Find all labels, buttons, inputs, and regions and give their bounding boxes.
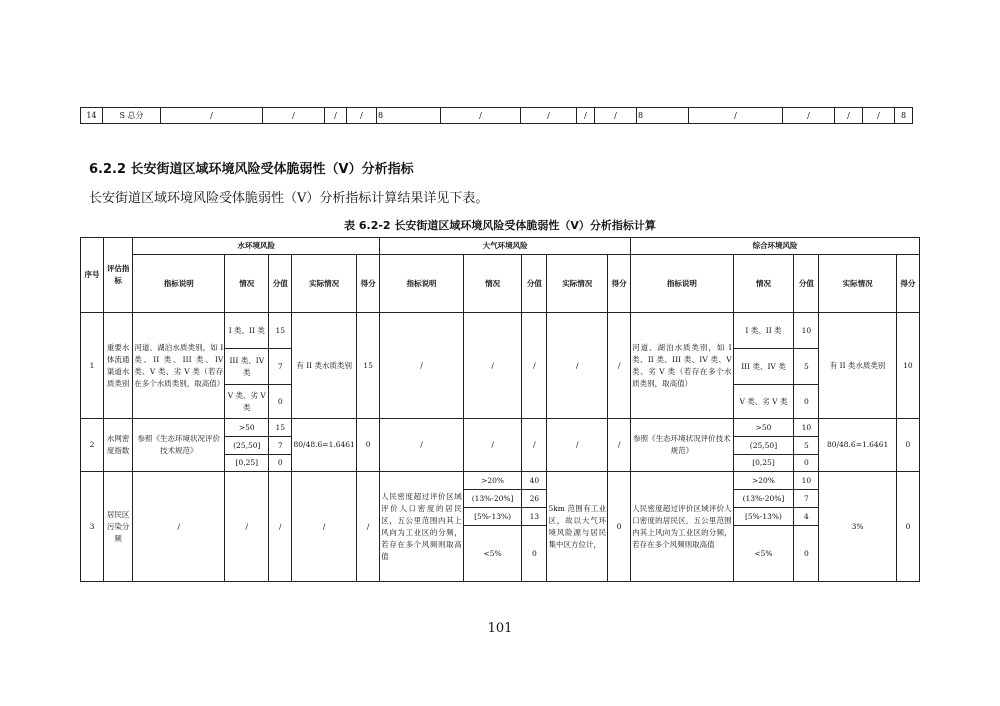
water-score: 0 [269,455,292,472]
header-water-actual: 实际情况 [292,255,357,313]
comb-situation: I 类、II 类 [733,313,794,349]
air-actual: 5km 范围有工业区，故以大气环境风险源与居民集中区方位计， [547,472,608,582]
table-row [81,419,920,437]
header-air-score: 分值 [522,255,547,313]
water-actual: 80/48.6=1.6461 [292,419,357,472]
air-desc: / [380,419,464,472]
air-score: 13 [522,508,547,526]
header-water-desc: 指标说明 [133,255,225,313]
row-seq: 1 [81,313,104,419]
header-combined-risk: 综合环境风险 [631,238,920,255]
table-caption: 表 6.2-2 长安街道区域环境风险受体脆弱性（V）分析指标计算 [344,219,656,232]
comb-situation: III 类、IV 类 [733,349,794,385]
air-desc: 人民密度超过评价区域评价人口密度的居民区，五公里范围内其上风向为工业区的分频，若存在多个风频则取高值 [380,472,464,582]
comb-got: 10 [896,313,919,419]
header-water-score: 分值 [269,255,292,313]
total-cell: 14 [81,108,103,124]
comb-desc: 人民密度超过评价区域评价人口密度的居民区，五公里范围内其上风向为工业区的分频，若存在多个风频则取高值 [631,472,734,582]
air-got: 0 [608,472,631,582]
header-water-situation: 情况 [225,255,269,313]
header-air-situation: 情况 [463,255,522,313]
table-row [81,313,920,349]
air-situation: [5%-13%) [463,508,522,526]
air-score: / [522,313,547,419]
comb-actual: 3% [819,472,896,582]
header-water-risk: 水环境风险 [133,238,380,255]
table-row [81,472,920,490]
total-cell: 8 [377,108,441,124]
header-seq: 序号 [81,238,104,313]
header-indicator: 评估指标 [104,238,133,313]
comb-got: 0 [896,419,919,472]
comb-situation: [0,25] [733,455,794,472]
comb-situation: >50 [733,419,794,437]
header-air-risk: 大气环境风险 [380,238,631,255]
total-cell: / [263,108,325,124]
header-comb-desc: 指标说明 [631,255,734,313]
intro-paragraph: 长安街道区域环境风险受体脆弱性（V）分析指标计算结果详见下表。 [89,191,489,206]
header-air-desc: 指标说明 [380,255,464,313]
comb-desc: 河道、湖泊水质类别，如 I 类、II 类、III 类、IV 类、V 类、劣 V 类（若存在多个水质类别，取高值） [631,313,734,419]
header-row-group [81,238,920,255]
comb-situation: <5% [733,526,794,582]
air-situation: >20% [463,472,522,490]
row-indicator: 水网密度指数 [104,419,133,472]
total-row [81,108,913,124]
air-situation: / [463,419,522,472]
comb-score: 0 [794,526,819,582]
water-situation: (25,50] [225,437,269,455]
row-seq: 2 [81,419,104,472]
water-got: 0 [357,419,380,472]
water-actual: 有 II 类水质类别 [292,313,357,419]
header-comb-situation: 情况 [733,255,794,313]
water-situation: V 类、劣 V 类 [225,385,269,419]
header-comb-got: 得分 [896,255,919,313]
total-cell: / [325,108,347,124]
total-cell: / [783,108,835,124]
air-situation: (13%-20%] [463,490,522,508]
comb-score: 10 [794,313,819,349]
total-cell: / [577,108,595,124]
comb-situation: [5%-13%) [733,508,794,526]
water-situation: I 类、II 类 [225,313,269,349]
air-situation: <5% [463,526,522,582]
header-comb-actual: 实际情况 [819,255,896,313]
comb-score: 5 [794,437,819,455]
total-cell: / [863,108,895,124]
comb-situation: V 类、劣 V 类 [733,385,794,419]
water-situation: >50 [225,419,269,437]
comb-actual: 80/48.6=1.6461 [819,419,896,472]
comb-situation: >20% [733,472,794,490]
water-desc: / [133,472,225,582]
air-score: 0 [522,526,547,582]
row-indicator: 重要水体流通渠道水质类别 [104,313,133,419]
water-situation: / [225,472,269,582]
water-got: 15 [357,313,380,419]
header-air-got: 得分 [608,255,631,313]
water-score: 7 [269,437,292,455]
comb-desc: 参照《生态环境状况评价技术规范》 [631,419,734,472]
total-cell: S 总分 [103,108,161,124]
total-cell: 8 [637,108,689,124]
comb-score: 7 [794,490,819,508]
water-got: / [357,472,380,582]
comb-situation: (25,50] [733,437,794,455]
comb-score: 0 [794,385,819,419]
comb-actual: 有 II 类水质类别 [819,313,896,419]
comb-score: 0 [794,455,819,472]
total-cell: / [521,108,577,124]
water-situation: [0,25] [225,455,269,472]
comb-score: 5 [794,349,819,385]
total-cell: 8 [895,108,913,124]
total-cell: / [347,108,377,124]
water-score: / [269,472,292,582]
air-actual: / [547,313,608,419]
row-seq: 3 [81,472,104,582]
previous-table-total-row [80,107,913,124]
total-cell: / [689,108,783,124]
comb-score: 10 [794,472,819,490]
water-score: 15 [269,419,292,437]
header-air-actual: 实际情况 [547,255,608,313]
water-desc: 参照《生态环境状况评价技术规范》 [133,419,225,472]
row-indicator: 居民区污染分频 [104,472,133,582]
section-heading: 6.2.2 长安街道区域环境风险受体脆弱性（V）分析指标 [89,162,414,177]
air-score: / [522,419,547,472]
air-got: / [608,419,631,472]
comb-score: 10 [794,419,819,437]
total-cell: / [835,108,863,124]
water-actual: / [292,472,357,582]
air-score: 40 [522,472,547,490]
total-cell: / [161,108,263,124]
water-score: 0 [269,385,292,419]
air-score: 26 [522,490,547,508]
total-cell: / [595,108,637,124]
water-desc: 河道、湖泊水质类别，如 I 类、II 类、III 类、IV 类、V 类、劣 V 类（若存在多个水质类别，取高值） [133,313,225,419]
air-desc: / [380,313,464,419]
total-cell: / [441,108,521,124]
water-situation: III 类、IV 类 [225,349,269,385]
header-water-got: 得分 [357,255,380,313]
water-score: 7 [269,349,292,385]
comb-score: 4 [794,508,819,526]
comb-situation: (13%-20%] [733,490,794,508]
vulnerability-index-table [80,237,920,582]
header-comb-score: 分值 [794,255,819,313]
air-actual: / [547,419,608,472]
air-got: / [608,313,631,419]
page-number: 101 [487,621,513,636]
comb-got: 0 [896,472,919,582]
water-score: 15 [269,313,292,349]
air-situation: / [463,313,522,419]
header-row-columns [81,255,920,313]
